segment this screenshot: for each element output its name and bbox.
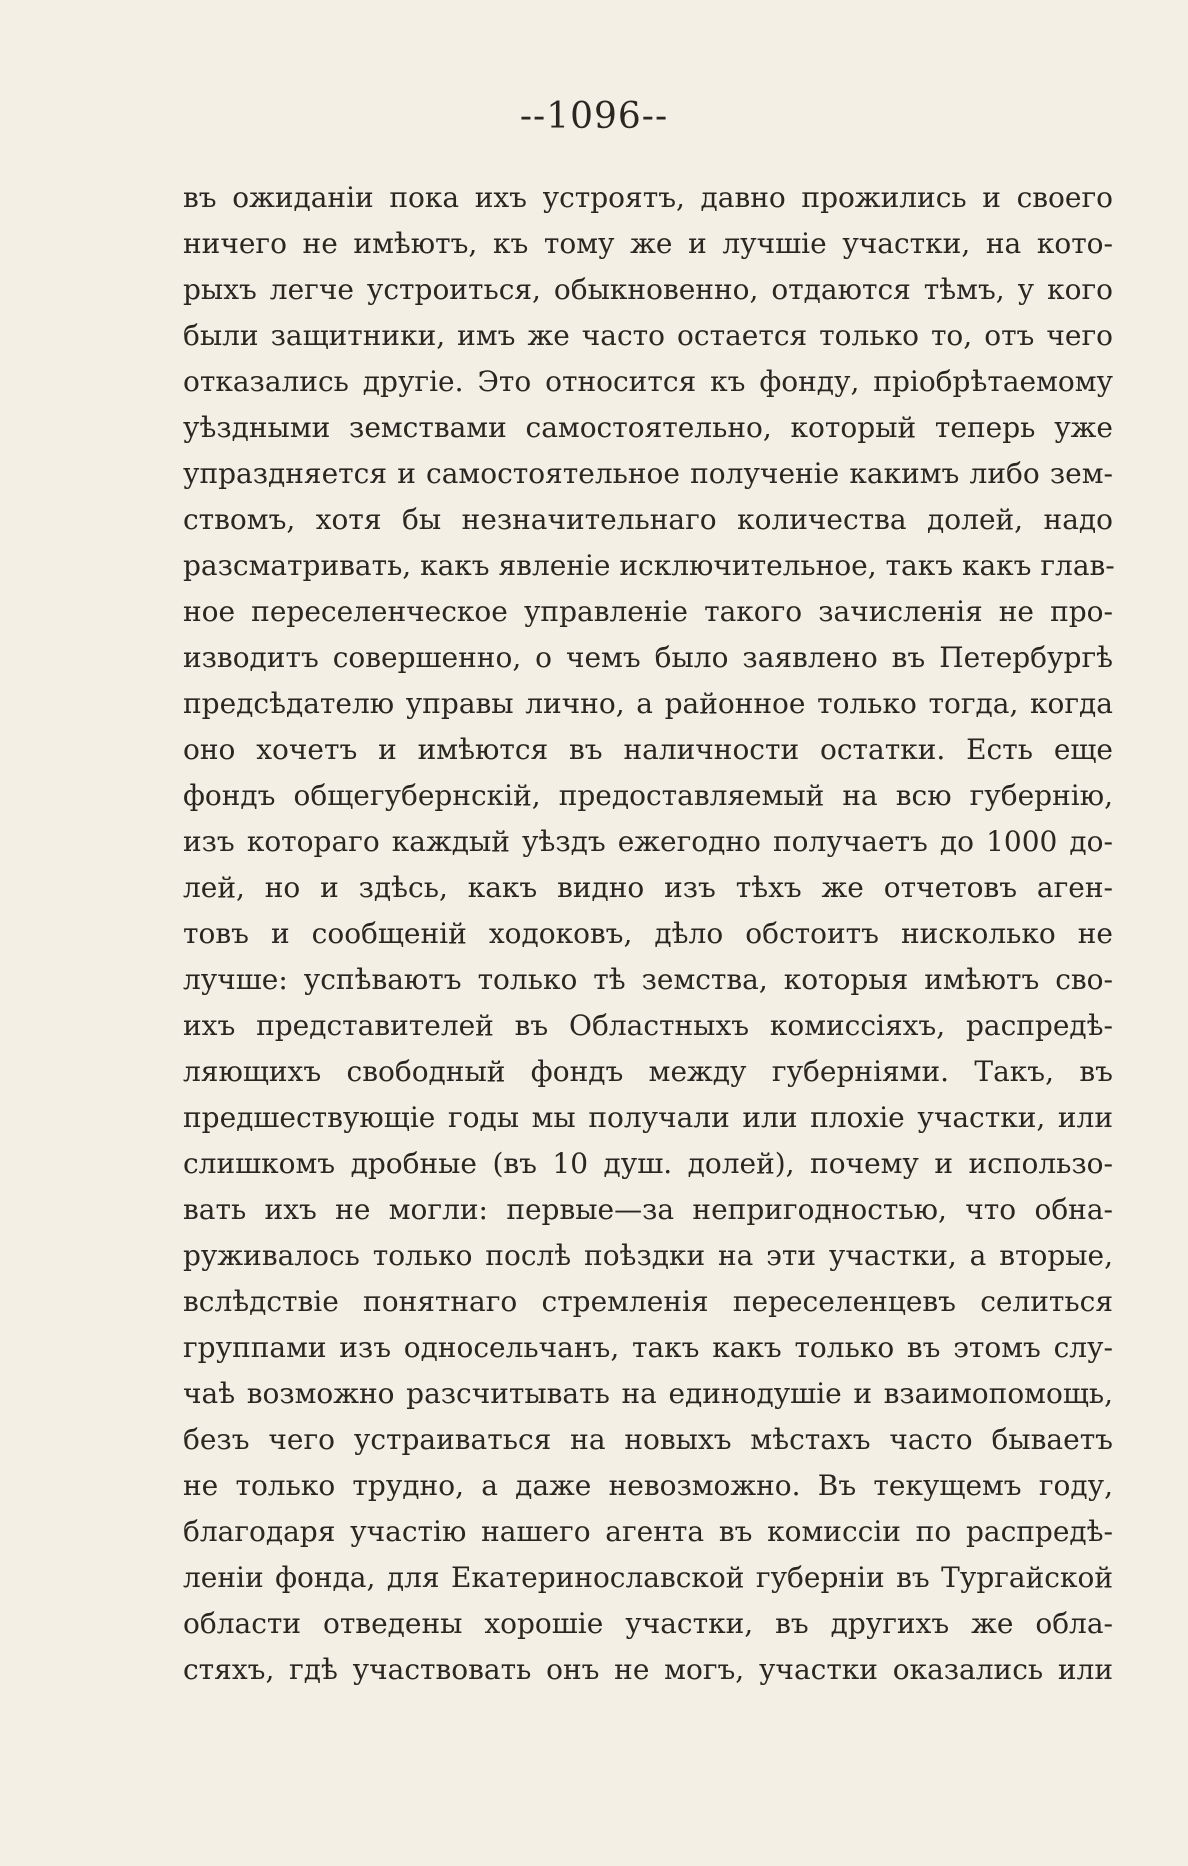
- text-line: рыхъ легче устроиться, обыкновенно, отдаются тѣмъ, у кого: [183, 273, 1113, 306]
- text-line: области отведены хорошіе участки, въ другихъ же обла-: [183, 1607, 1113, 1640]
- text-line: лей, но и здѣсь, какъ видно изъ тѣхъ же отчетовъ аген-: [183, 871, 1113, 904]
- text-line: предшествующіе годы мы получали или плохіе участки, или: [183, 1101, 1113, 1134]
- text-line: товъ и сообщеній ходоковъ, дѣло обстоитъ нисколько не: [183, 917, 1113, 950]
- text-line: ляющихъ свободный фондъ между губерніями. Такъ, въ: [183, 1055, 1113, 1088]
- text-line: были защитники, имъ же часто остается только то, отъ чего: [183, 319, 1113, 352]
- text-line: упраздняется и самостоятельное полученіе какимъ либо зем-: [183, 457, 1113, 490]
- text-line: вать ихъ не могли: первые—за непригодностью, что обна-: [183, 1193, 1113, 1226]
- text-line: вслѣдствіе понятнаго стремленія переселенцевъ селиться: [183, 1285, 1113, 1318]
- text-line: группами изъ односельчанъ, такъ какъ только въ этомъ слу-: [183, 1331, 1113, 1364]
- text-line: въ ожиданіи пока ихъ устроятъ, давно прожились и своего: [183, 181, 1113, 214]
- body-text: [183, 175, 1113, 1693]
- text-line: фондъ общегубернскій, предоставляемый на всю губернію,: [183, 779, 1113, 812]
- text-line: лучше: успѣваютъ только тѣ земства, которыя имѣютъ сво-: [183, 963, 1113, 996]
- text-line: благодаря участію нашего агента въ комиссіи по распредѣ-: [183, 1515, 1113, 1548]
- text-line: оно хочетъ и имѣются въ наличности остатки. Есть еще: [183, 733, 1113, 766]
- text-line: слишкомъ дробные (въ 10 душ. долей), почему и использо-: [183, 1147, 1113, 1180]
- text-line: изъ котораго каждый уѣздъ ежегодно получаетъ до 1000 до-: [183, 825, 1113, 858]
- text-line: руживалось только послѣ поѣздки на эти участки, а вторые,: [183, 1239, 1113, 1272]
- text-line: изводитъ совершенно, о чемъ было заявлено въ Петербургѣ: [183, 641, 1113, 674]
- text-line: леніи фонда, для Екатеринославской губерніи въ Тургайской: [183, 1561, 1113, 1594]
- text-line: не только трудно, а даже невозможно. Въ текущемъ году,: [183, 1469, 1113, 1502]
- text-line: чаѣ возможно разсчитывать на единодушіе и взаимопомощь,: [183, 1377, 1113, 1410]
- text-line: предсѣдателю управы лично, а районное только тогда, когда: [183, 687, 1113, 720]
- text-line: безъ чего устраиваться на новыхъ мѣстахъ часто бываетъ: [183, 1423, 1113, 1456]
- text-line: ное переселенческое управленіе такого зачисленія не про-: [183, 595, 1113, 628]
- text-line: ствомъ, хотя бы незначительнаго количества долей, надо: [183, 503, 1113, 536]
- text-line: отказались другіе. Это относится къ фонду, пріобрѣтаемому: [183, 365, 1113, 398]
- text-line: разсматривать, какъ явленіе исключительное, такъ какъ глав-: [183, 549, 1115, 582]
- text-line: ничего не имѣютъ, къ тому же и лучшіе участки, на кото-: [183, 227, 1113, 260]
- text-line: ихъ представителей въ Областныхъ комиссіяхъ, распредѣ-: [183, 1009, 1113, 1042]
- text-line: уѣздными земствами самостоятельно, который теперь уже: [183, 411, 1113, 444]
- text-line: стяхъ, гдѣ участвовать онъ не могъ, участки оказались или: [183, 1653, 1113, 1686]
- page-number: --1096--: [519, 96, 669, 137]
